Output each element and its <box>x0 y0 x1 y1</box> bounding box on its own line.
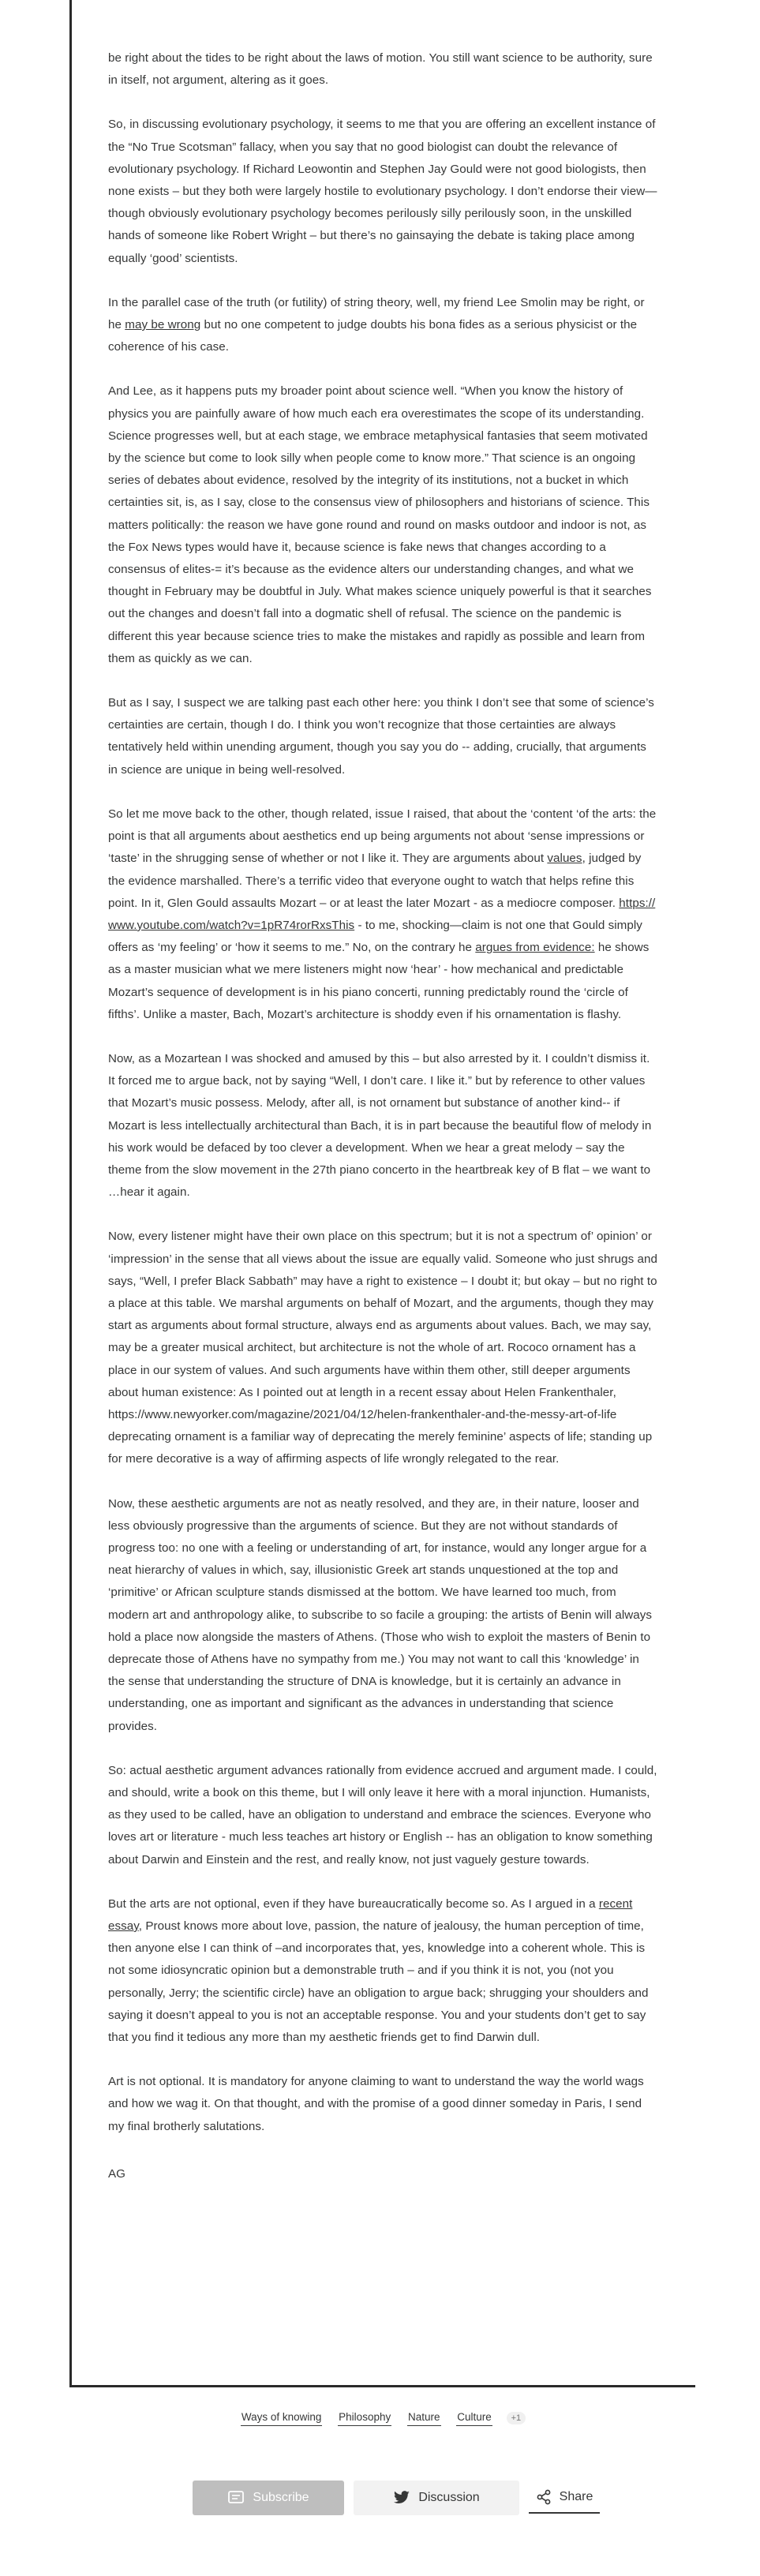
tag-nature[interactable]: Nature <box>407 2409 441 2426</box>
paragraph: So: actual aesthetic argument advances rationally from evidence accrued and argument made. I could, and should, write a book on this theme, but I will only leave it here with a moral injunction. Humanists, as they used to be called, have an obligation to understand and embrace the sciences. Everyone who loves art or literature - much less teaches art history or English -- has an obligation to know something about Darwin and Einstein and the rest, and really know, not just vaguely gesture towards. <box>108 1763 657 1866</box>
paragraph-text: , judged by the evidence marshalled. There’s a terrific video that everyone ought to watch that helps refine this point. In it, Glen Gould assaults Mozart – or at least the later Mozart - as a mediocre composer. <box>108 852 642 910</box>
discussion-label: Discussion <box>418 2491 480 2504</box>
share-label: Share <box>559 2490 593 2503</box>
share-nodes-icon <box>536 2489 552 2505</box>
values-link[interactable]: values <box>547 852 582 866</box>
more-tags-badge[interactable]: +1 <box>507 2412 526 2424</box>
paragraph-text: but no one competent to judge doubts his bona fides as a serious physicist or the coherence of his case. <box>108 318 638 354</box>
twitter-bird-icon <box>393 2491 410 2505</box>
tag-culture[interactable]: Culture <box>456 2409 492 2426</box>
tag-list <box>0 2409 760 2426</box>
paragraph <box>108 1893 657 2049</box>
paragraph-text: - to me, shocking—claim is not one that Gould simply offers as ‘my feeling’ or ‘how it seems to me.” No, on the contrary he <box>108 918 642 955</box>
paragraph-text: So let me move back to the other, though related, issue I raised, that about the ‘content ‘of the arts: the point is that all arguments about aesthetics end up being arguments not about ‘sense impressions or ‘taste’ in the shrugging sense of whether or not I like it. They are arguments about <box>108 807 657 866</box>
paragraph: But as I say, I suspect we are talking past each other here: you think I don’t see that some of science’s certainties are certain, though I do. I think you won’t recognize that those certainties are always tentatively held within unending argument, though you say you do -- adding, crucially, that arguments in science are unique in being well-resolved. <box>108 696 654 777</box>
paragraph: Now, as a Mozartean I was shocked and amused by this – but also arrested by it. I couldn’t dismiss it. It forced me to argue back, not by saying “Well, I don’t care. I like it.” but by reference to other values that Mozart’s music possess. Melody, after all, is not ornament but substance of another kind-- if Mozart is less intellectually architectural than Bach, it is in part because the beautiful flow of melody in his work would be defaced by too clever a development. When we hear a great melody – say the theme from the slow movement in the 27th piano concerto in the heartbreak key of B flat – we want to …hear it again. <box>108 1051 652 1200</box>
tag-philosophy[interactable]: Philosophy <box>338 2409 391 2426</box>
paragraph: Now, every listener might have their own place on this spectrum; but it is not a spectrum of’ opinion’ or ‘impression’ in the sense that all views about the issue are equally valid. Someone who just shrugs and says, “Well, I prefer Black Sabbath” may have a right to existence – I doubt it; but okay – but no right to a place at this table. We marshal arguments on behalf of Mozart, and the arguments, though they may start as arguments about formal structure, always end as arguments about values. Bach, we may say, may be a greater musical architect, but architecture is not the whole of art. Rococo ornament has a place in our system of values. And such arguments have within them other, still deeper arguments about human existence: As I pointed out at length in a recent essay about Helen Frankenthaler, https://www.newyorker.com/magazine/2021/04/12/helen-frankenthaler-and-the-messy-art-of-life deprecating ornament is a familiar way of deprecating the merely feminine’ aspects of life; standing up for mere decorative is a way of affirming aspects of life wrongly relegated to the rear. <box>108 1230 658 1466</box>
paragraph: Now, these aesthetic arguments are not as neatly resolved, and they are, in their nature, looser and less obviously progressive than the arguments of science. But they are not without standards of progress too: no one with a feeling or understanding of art, for instance, would any longer argue for a neat hierarchy of values in which, say, illusionistic Greek art stands unquestioned at the top and ‘primitive’ or African sculpture stands dismissed at the bottom. We have learned too much, from modern art and anthropology alike, to subscribe to so facile a grouping: the artists of Benin will always hold a place now alongside the masters of Athens. (Those who wish to exploit the masters of Benin to deprecate those of Athens have no sympathy from me.) You may not want to call this ‘knowledge’ in the sense that understanding the structure of DNA is knowledge, but it is certainly an advance in understanding, one as important and significant as the advances in understanding that science provides. <box>108 1496 653 1733</box>
share-button[interactable] <box>529 2482 600 2514</box>
paragraph-text: In the parallel case of the truth (or futility) of string theory, well, my friend Lee Smolin may be right, or he <box>108 295 645 332</box>
chat-bubble-icon <box>227 2490 245 2506</box>
paragraph-text: he shows as a master musician what we mere listeners might now ‘hear’ - how mechanical and predictable Mozart’s sequence of development is in his piano concerti, running predictably round the ‘circle of fifths’. Unlike a master, Bach, Mozart’s architecture is shoddy even if his ornamentation is flashy. <box>108 941 650 1021</box>
argues-from-evidence-link[interactable]: argues from evidence: <box>475 941 595 955</box>
tag-ways-of-knowing[interactable]: Ways of knowing <box>241 2409 323 2426</box>
paragraph-text: , Proust knows more about love, passion, the nature of jealousy, the human perception of time, then anyone else I can think of –and incorporates that, yes, knowledge into a coherent whole. This is not some idiosyncratic opinion but a demonstrable truth – and if you think it is not, you (not you personally, Jerry; the scientific circle) have an obligation to argue back; shrugging your shoulders and saying it doesn’t appeal to you is not an acceptable response. You and your students don’t get to say that you find it tedious any more than my aesthetic friends get to find Darwin dull. <box>108 1919 649 2045</box>
subscribe-button[interactable] <box>193 2481 344 2515</box>
paragraph-text: But the arts are not optional, even if they have bureaucratically become so. As I argued in a <box>108 1896 599 1911</box>
action-bar <box>193 2481 600 2515</box>
youtube-link[interactable]: https://www.youtube.com/watch?v=1pR74rorRxsThis <box>108 896 656 932</box>
paragraph: be right about the tides to be right about the laws of motion. You still want science to be authority, sure in itself, not argument, altering as it goes. <box>108 51 653 88</box>
paragraph <box>108 292 657 359</box>
signature: AG <box>108 2166 126 2181</box>
paragraph: So, in discussing evolutionary psychology, it seems to me that you are offering an excellent instance of the “No True Scotsman” fallacy, when you say that no good biologist can doubt the relevance of evolutionary psychology. If Richard Leowontin and Stephen Jay Gould were not good biologists, then none exists – but they both were largely hostile to evolutionary psychology. I don’t endorse their view—though obviously evolutionary psychology becomes perilously silly perilously soon, in the unskilled hands of someone like Robert Wright – but there’s no gainsaying the debate is taking place among equally ‘good’ scientists. <box>108 118 657 265</box>
article-body <box>108 47 657 2207</box>
paragraph: Art is not optional. It is mandatory for anyone claiming to want to understand the way the world wags and how we wag it. On that thought, and with the promise of a good dinner someday in Paris, I send my final brotherly salutations. <box>108 2075 644 2133</box>
paragraph <box>108 803 657 1026</box>
discussion-button[interactable] <box>354 2481 519 2515</box>
recent-essay-link[interactable]: recent essay <box>108 1896 633 1934</box>
subscribe-label: Subscribe <box>253 2491 309 2504</box>
paragraph: And Lee, as it happens puts my broader point about science well. “When you know the history of physics you are painfully aware of how much each era overestimates the scope of its understanding. Science progresses well, but at each stage, we embrace metaphysical fantasies that seem motivated by the science but come to look silly when people come to know more.” That science is an ongoing series of debates about evidence, resolved by the integrity of its institutions, not a bucket in which certainties sit, is, as I say, close to the consensus view of philosophers and historians of science. This matters politically: the reason we have gone round and round on masks outdoor and indoor is not, as the Fox News types would have it, because science is fake news that changes according to a consensus of elites-= it’s because as the evidence alters our understanding changes, and what we thought in February may be doubtful in July. What makes science uniquely powerful is that it searches out the changes and doesn’t fall into a dogmatic shell of refusal. The science on the pandemic is different this year because science tries to make the mistakes and rapidly as possible and learn from them as quickly as we can. <box>108 384 652 665</box>
may-be-wrong-link[interactable]: may be wrong <box>125 318 201 332</box>
